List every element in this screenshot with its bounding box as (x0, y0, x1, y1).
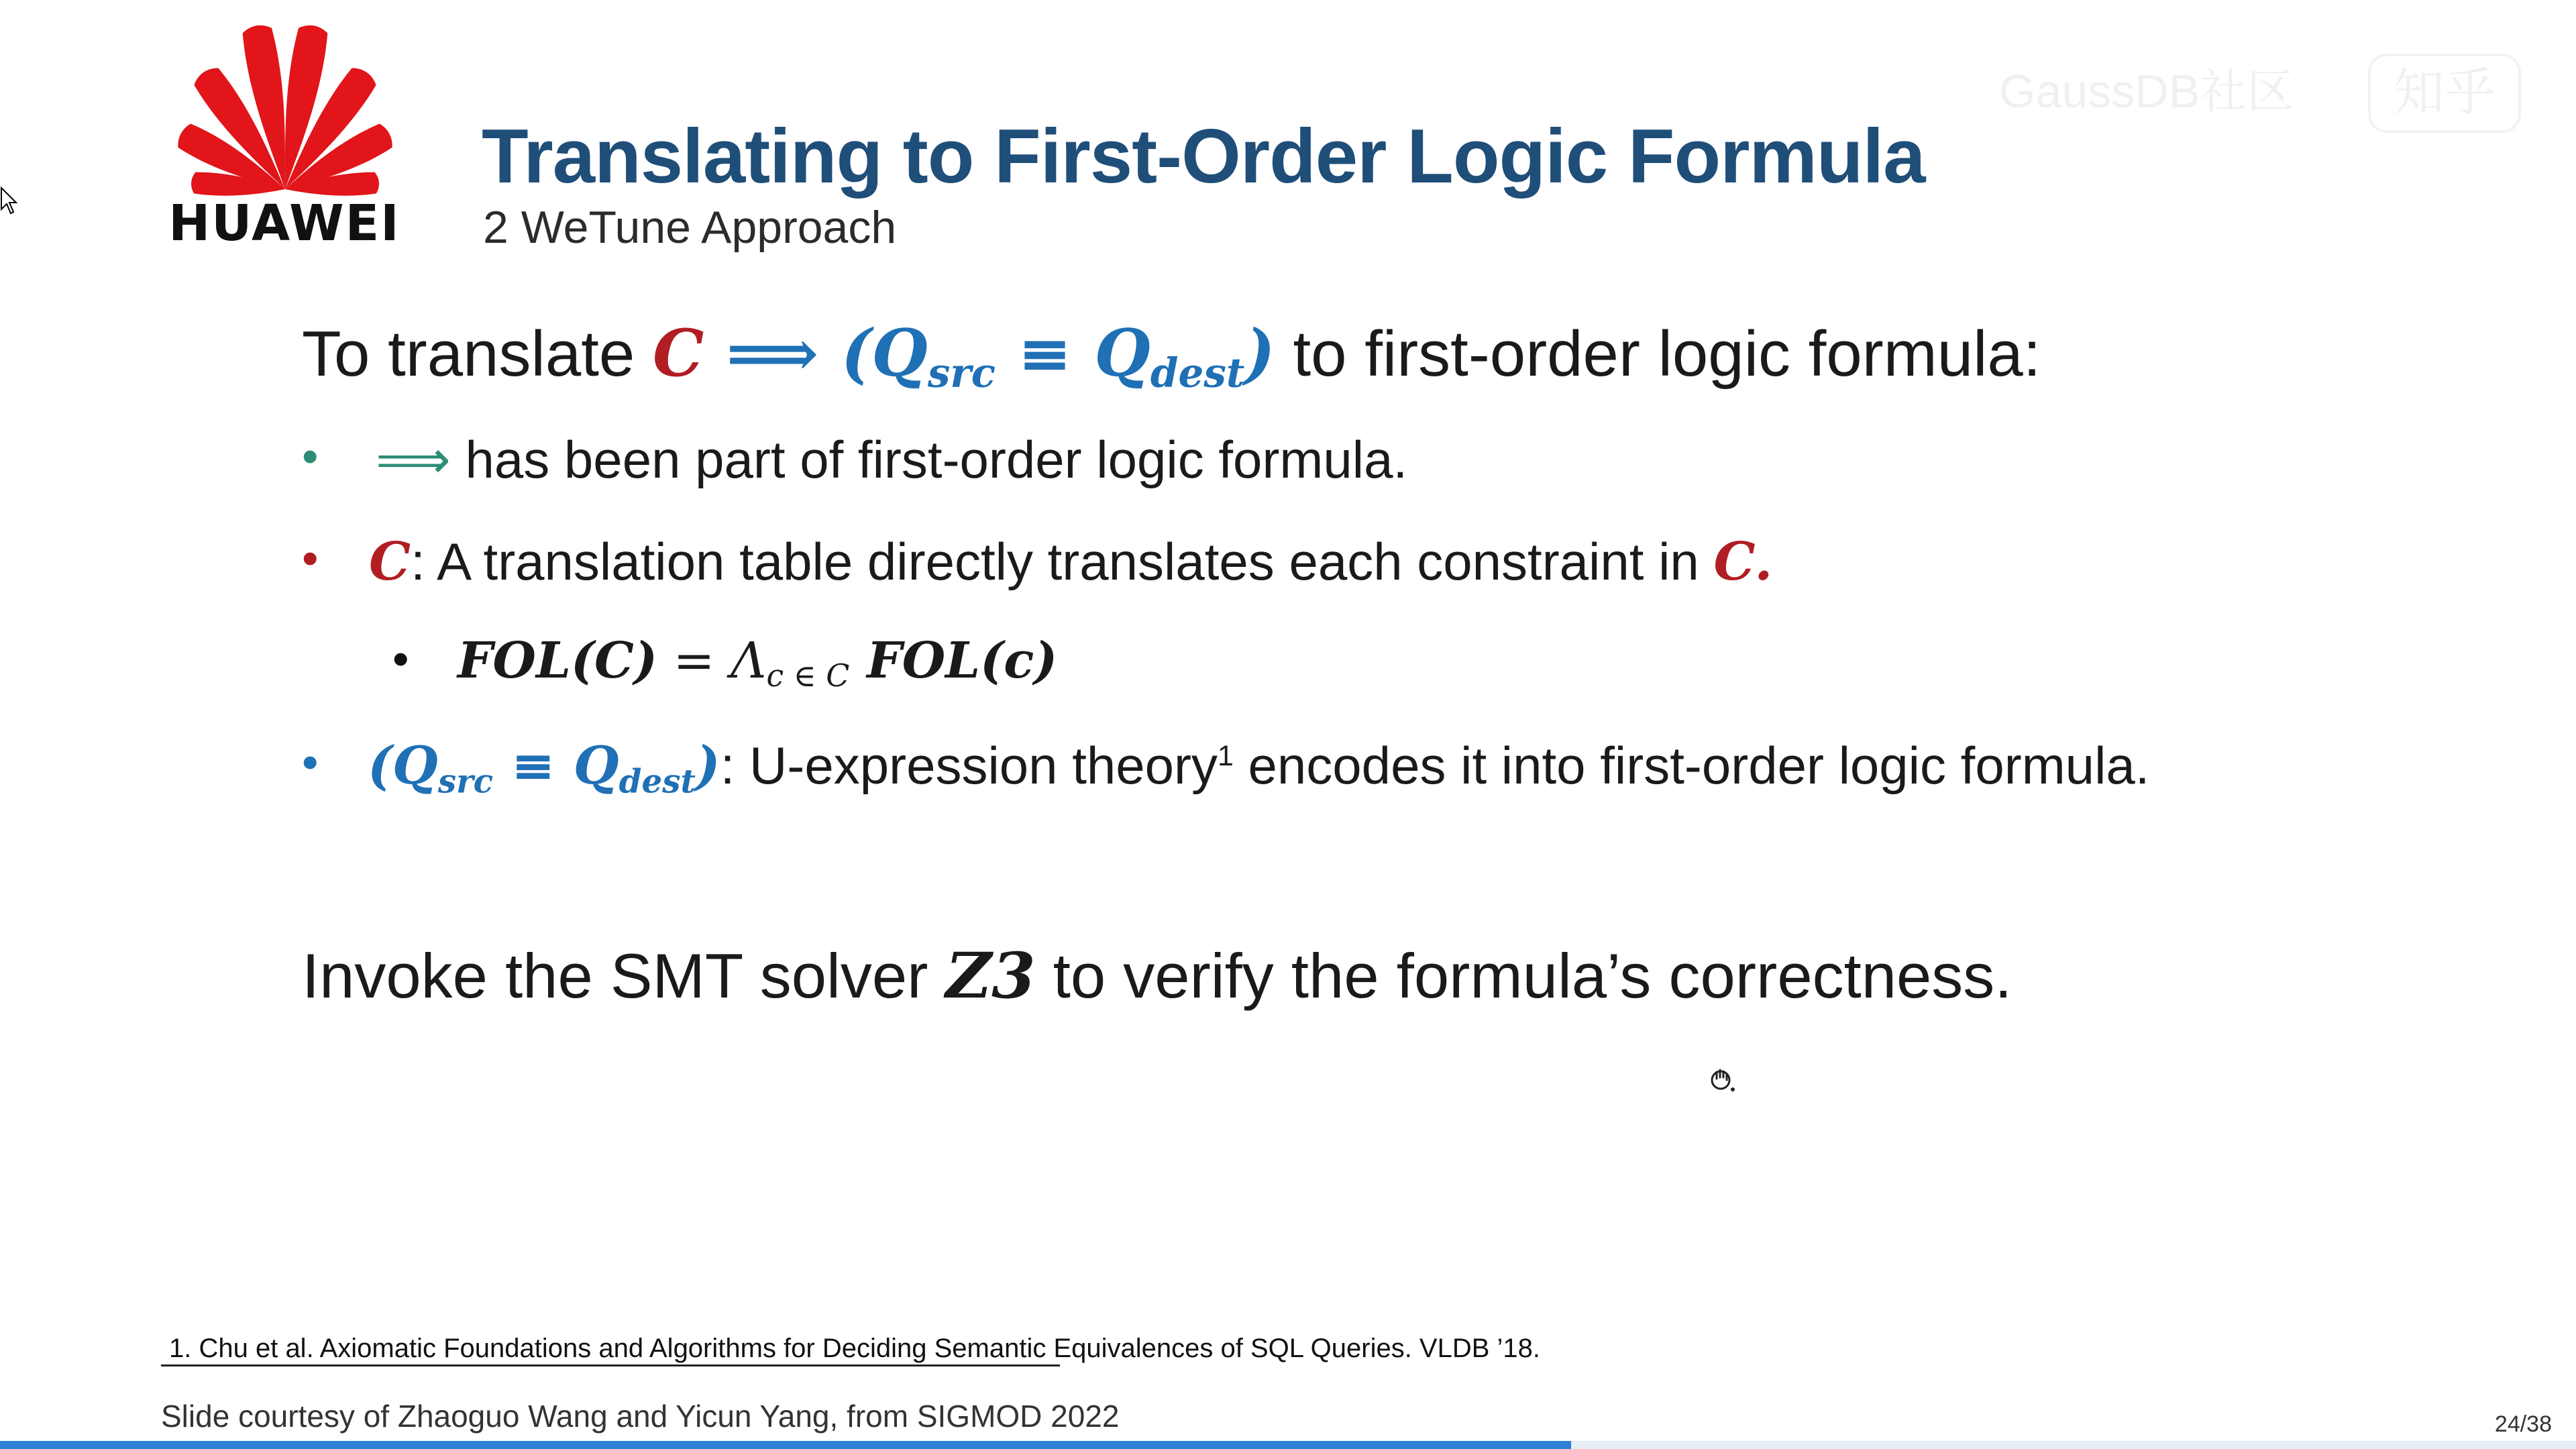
equiv-symbol: ≡ (995, 315, 1095, 391)
slide-subtitle: 2 WeTune Approach (483, 202, 897, 253)
constraint-symbol: C (1713, 531, 1755, 592)
q-src-sub: src (437, 763, 494, 801)
footnote-rule (161, 1364, 1060, 1366)
equiv-symbol: ≡ (493, 735, 574, 796)
hand-cursor-icon (1707, 1065, 1737, 1095)
intro-line (302, 315, 2041, 397)
wedge-symbol: Λ (731, 632, 767, 690)
intro-suffix: to first-order logic formula: (1275, 318, 2041, 390)
q-src (392, 735, 494, 801)
sub-bullet-marker: • (392, 633, 409, 685)
slide-title: Translating to First-Order Logic Formula (482, 114, 1925, 199)
q-dest-sub: dest (1150, 350, 1245, 397)
paren-close: ) (1244, 315, 1275, 391)
q-dest-letter: Q (1094, 315, 1150, 391)
bullet-constraint (369, 531, 1772, 592)
zhihu-badge: 知乎 (2368, 54, 2521, 133)
invoke-line (302, 939, 2012, 1013)
implies-arrow: ⟹ (376, 430, 451, 489)
footnote: 1. Chu et al. Axiomatic Foundations and Algorithms for Deciding Semantic Equivalences of SQL Queries. VLDB ’18. (169, 1334, 1541, 1363)
bullet-text: : U-expression theory (720, 736, 1218, 795)
solver-name: Z3 (945, 939, 1036, 1013)
q-src-sub: src (927, 350, 996, 397)
bullet-text: : A translation table directly translates each constraint in (411, 532, 1714, 591)
paren-open: ( (841, 315, 872, 391)
bullet-marker: • (302, 736, 319, 788)
watermark-text: GaussDB社区 (1999, 65, 2294, 117)
page-number: 24/38 (2494, 1411, 2552, 1437)
bullet-text: has been part of first-order logic formula. (465, 430, 1408, 489)
q-src-letter: Q (392, 735, 438, 796)
fol-left: FOL(C) (458, 632, 657, 690)
q-dest-sub: dest (619, 763, 696, 801)
mouse-pointer-icon (0, 186, 19, 215)
paren-close: ) (695, 735, 720, 796)
fol-right: FOL(c) (849, 632, 1058, 690)
bullet-implies (376, 429, 1407, 490)
footnote-ref: 1 (1218, 740, 1234, 772)
q-dest (573, 735, 696, 801)
fol-formula (458, 632, 1057, 694)
bullet-marker: • (302, 430, 319, 482)
slide-courtesy: Slide courtesy of Zhaoguo Wang and Yicun Yang, from SIGMOD 2022 (161, 1399, 1120, 1434)
period: . (1754, 531, 1773, 592)
bullet-text-cont: encodes it into first-order logic formula. (1233, 736, 2150, 795)
equals-symbol: = (657, 632, 731, 690)
q-dest-letter: Q (573, 735, 619, 796)
q-src (871, 315, 996, 397)
invoke-prefix: Invoke the SMT solver (302, 941, 946, 1011)
wedge-subscript: c ∈ C (766, 657, 850, 694)
progress-bar[interactable] (0, 1441, 1571, 1449)
constraint-symbol: C (369, 531, 411, 592)
bullet-uexpression (368, 735, 2149, 801)
invoke-suffix: to verify the formula’s correctness. (1035, 941, 2012, 1011)
paren-open: ( (368, 735, 392, 796)
intro-prefix: To translate (302, 318, 653, 390)
q-src-letter: Q (871, 315, 928, 391)
implies-arrow: ⟹ (704, 315, 841, 391)
q-dest (1094, 315, 1245, 397)
logo-wordmark: HUAWEI (168, 195, 400, 252)
constraint-symbol: C (652, 315, 704, 391)
bullet-marker: • (302, 532, 319, 584)
